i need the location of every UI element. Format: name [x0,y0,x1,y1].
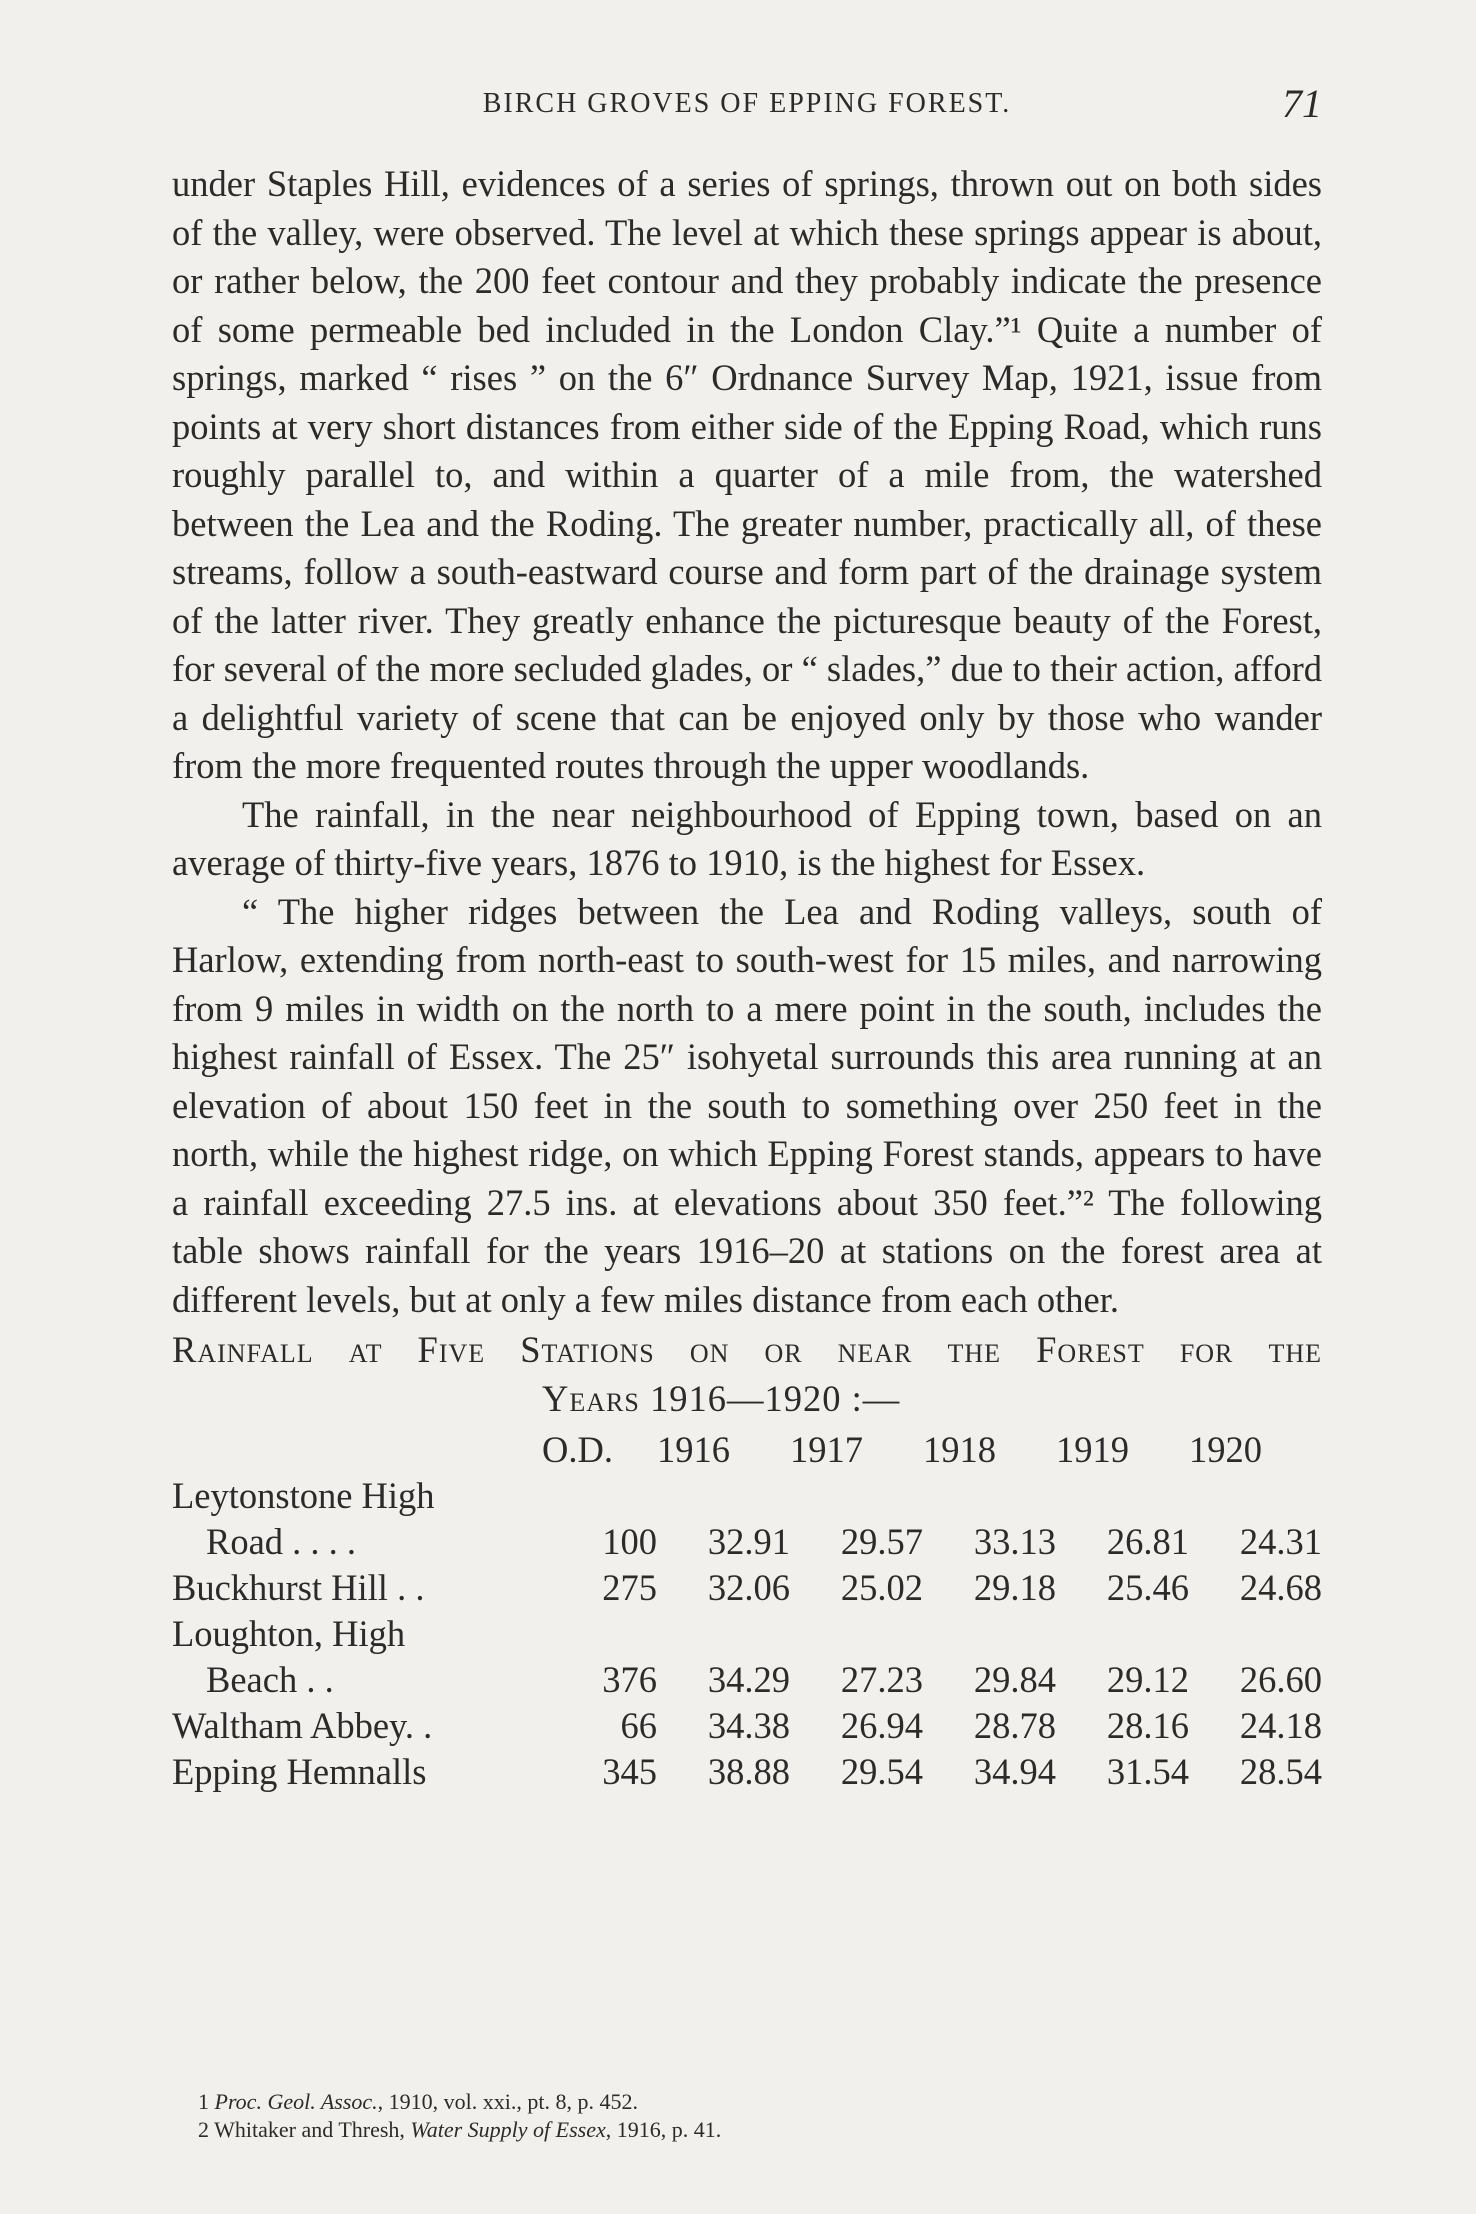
cell-rainfall: 28.78 [973,1705,1056,1746]
footnote-citation-author: Whitaker and Thresh, [214,2117,411,2142]
table-caption-line [172,1375,1322,1424]
station-name [172,1749,542,1795]
column-header: 1919 [1055,1429,1129,1470]
footnote-number: 1 [198,2089,209,2114]
column-header: 1916 [656,1429,730,1470]
station-name-line: Road . . . . [206,1521,357,1562]
paragraph: The rainfall, in the near neighbourhood of Epping town, based on an average of thirty-five years, 1876 to 1910, is the highest for Essex. [172,793,1322,883]
cell-rainfall: 33.13 [973,1521,1056,1562]
cell-elevation: 66 [620,1705,657,1746]
cell-rainfall: 29.12 [1106,1659,1189,1700]
cell-rainfall: 25.46 [1106,1567,1189,1608]
column-header: 1918 [922,1429,996,1470]
cell-rainfall: 34.38 [707,1705,790,1746]
cell-elevation: 376 [602,1659,657,1700]
cell-rainfall: 28.16 [1106,1705,1189,1746]
footnote-citation-title: Proc. Geol. Assoc. [214,2089,378,2114]
cell-rainfall: 24.31 [1239,1521,1322,1562]
table-row [172,1749,1322,1795]
paragraph: under Staples Hill, evidences of a series of springs, thrown out on both sides of the valley, were observed. The level at which these springs appear is about, or rather below, the 200 feet contour and they probably indicate the presence of some permeable bed included in the London Clay.”¹ Quite a number of springs, marked “ rises ” on the 6″ Ordnance Survey Map, 1921, issue from points at very short distances from either side of the Epping Road, which runs roughly parallel to, and within a quarter of a mile from, the watershed between the Lea and the Roding. The greater number, practically all, of these streams, follow a south-eastward course and form part of the drainage system of the latter river. They greatly enhance the picturesque beauty of the Forest, for several of the more secluded glades, or “ slades,” due to their action, afford a delightful variety of scene that can be enjoyed only by those who wander from the more frequented routes through the upper woodlands. [172,163,1322,786]
table-row [172,1565,1322,1611]
column-header: 1917 [789,1429,863,1470]
cell-rainfall: 24.18 [1239,1705,1322,1746]
station-name-line: Beach . . [206,1659,334,1700]
cell-rainfall: 29.18 [973,1567,1056,1608]
table-header-row [172,1427,1322,1473]
station-name [172,1611,542,1703]
table-caption-text: Rainfall at Five Stations on or near the Forest for the [172,1329,1322,1370]
column-header: O.D. [542,1429,613,1470]
cell-rainfall: 32.91 [707,1521,790,1562]
cell-rainfall: 27.23 [840,1659,923,1700]
cell-rainfall: 26.94 [840,1705,923,1746]
cell-elevation: 275 [602,1567,657,1608]
station-name-line: Epping Hemnalls [172,1751,427,1792]
cell-elevation: 345 [602,1751,657,1792]
footnote [198,2088,1298,2116]
table-caption-line [172,1326,1322,1375]
cell-rainfall: 32.06 [707,1567,790,1608]
cell-rainfall: 28.54 [1239,1751,1322,1792]
table-row [172,1703,1322,1749]
column-header-station [172,1427,542,1473]
station-name-line: Loughton, High [172,1613,406,1654]
cell-rainfall: 26.60 [1239,1659,1322,1700]
paragraph: “ The higher ridges between the Lea and Roding valleys, south of Harlow, extending from north-east to south-west for 15 miles, and narrowing from 9 miles in width on the north to a mere point in the south, includes the highest rainfall of Essex. The 25″ isohyetal surrounds this area running at an elevation of about 150 feet in the south to something over 250 feet in the north, while the highest ridge, on which Epping Forest stands, appears to have a rainfall exceeding 27.5 ins. at elevations about 350 feet.”² The following table shows rainfall for the years 1916–20 at stations on the forest area at different levels, but at only a few miles distance from each other. [172,890,1322,1320]
running-head: BIRCH GROVES OF EPPING FOREST. [482,88,1012,119]
cell-rainfall: 29.57 [840,1521,923,1562]
station-name-line: Leytonstone High [172,1475,435,1516]
footnote-citation: , 1910, vol. xxi., pt. 8, p. 452. [377,2089,638,2114]
rainfall-table [172,1427,1322,1795]
cell-rainfall: 31.54 [1106,1751,1189,1792]
page-number: 71 [1282,81,1322,126]
table-row [172,1473,1322,1565]
footnotes [198,2088,1298,2144]
cell-rainfall: 25.02 [840,1567,923,1608]
footnote-citation-title: Water Supply of Essex [410,2117,606,2142]
cell-rainfall: 26.81 [1106,1521,1189,1562]
table-caption-text: Years 1916—1920 :— [542,1377,901,1419]
cell-rainfall: 38.88 [707,1751,790,1792]
cell-rainfall: 29.84 [973,1659,1056,1700]
station-name-line: Waltham Abbey. . [172,1705,433,1746]
footnote [198,2116,1298,2144]
page-header [172,80,1322,130]
table-row [172,1611,1322,1703]
column-header: 1920 [1188,1429,1262,1470]
station-name [172,1703,542,1749]
body-text [172,160,1322,1795]
cell-rainfall: 34.94 [973,1751,1056,1792]
cell-elevation: 100 [602,1521,657,1562]
footnote-citation: , 1916, p. 41. [605,2117,722,2142]
cell-rainfall: 24.68 [1239,1567,1322,1608]
cell-rainfall: 29.54 [840,1751,923,1792]
cell-rainfall: 34.29 [707,1659,790,1700]
station-name [172,1565,542,1611]
station-name [172,1473,542,1565]
station-name-line: Buckhurst Hill . . [172,1567,425,1608]
table-caption [172,1326,1322,1423]
footnote-number: 2 [198,2117,209,2142]
